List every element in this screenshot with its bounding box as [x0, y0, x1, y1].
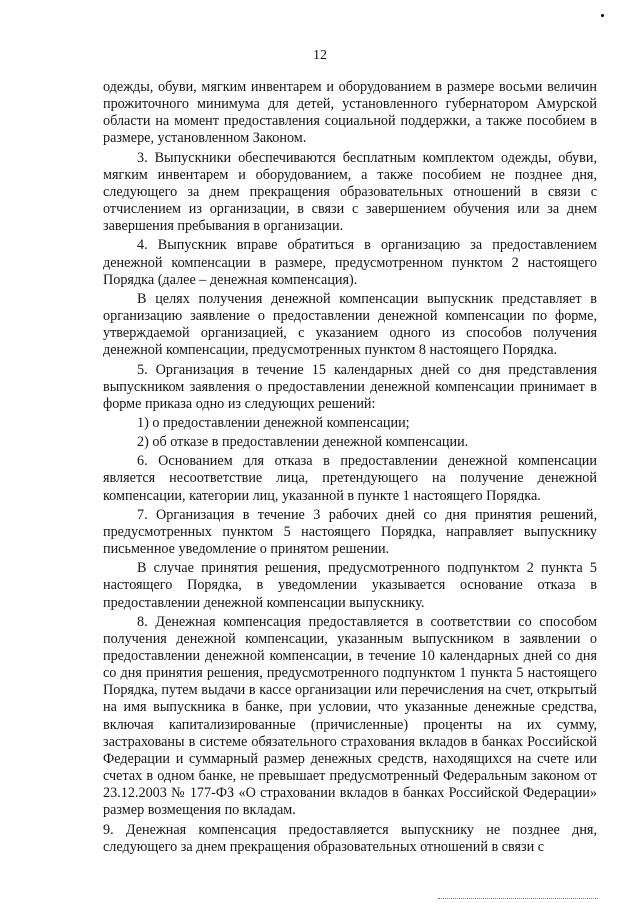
paragraph: В случае принятия решения, предусмотренного подпунктом 2 пункта 5 настоящего Порядка, в уведомлении указывается основание отказа в предоставлении денежной компенсации выпускнику. — [103, 560, 597, 611]
scan-speck — [601, 14, 604, 17]
paragraph: 6. Основанием для отказа в предоставлении денежной компенсации является несоответствие лица, претендующего на получение денежной компенсации, категории лиц, указанной в пункте 1 настоящего Порядка. — [103, 453, 597, 504]
paragraph: 4. Выпускник вправе обратиться в организацию за предоставлением денежной компенсации в размере, предусмотренном пунктом 2 настоящего Порядка (далее – денежная компенсация). — [103, 237, 597, 288]
paragraph: одежды, обуви, мягким инвентарем и оборудованием в размере восьми величин прожиточного минимума для детей, установленного губернатором Амурской области на момент предоставления социальной поддержки, а также пособием в размере, установленном Законом. — [103, 79, 597, 147]
paragraph: 9. Денежная компенсация предоставляется выпускнику не позднее дня, следующего за днем прекращения образовательных отношений в связи с — [103, 821, 597, 855]
paragraph: 3. Выпускники обеспечиваются бесплатным комплектом одежды, обуви, мягким инвентарем и оборудованием, а также пособием не позднее дня, следующего за днем прекращения образовательных отношений в связи с отчислением из организации, в связи с завершением обучения или за днем завершения пребывания в организации. — [103, 149, 597, 235]
page-number: 12 — [313, 48, 327, 63]
footer-scan-line — [438, 898, 598, 899]
paragraph: В целях получения денежной компенсации выпускник представляет в организацию заявление о предоставлении денежной компенсации по форме, утверждаемой организацией, с указанием одного из способов получения денежной компенсации, предусмотренных пунктом 8 настоящего Порядка. — [103, 290, 597, 359]
paragraph: 7. Организация в течение 3 рабочих дней со дня принятия решений, предусмотренных пунктом 5 настоящего Порядка, направляет выпускнику письменное уведомление о принятом решении. — [103, 506, 597, 558]
paragraph: 8. Денежная компенсация предоставляется в соответствии со способом получения денежной компенсации, указанным выпускником в заявлении о предоставлении денежной компенсации, в течение 10 календарных дней со дня со дня принятия решения, предусмотренного подпунктом 1 пункта 5 настоящего Порядка, путем выдачи в кассе организации или перечисления на счет, открытый на имя выпускника в банке, при условии, что указанные денежные средства, включая капитализированные (причисленные) проценты на их сумму, застрахованы в системе обязательного страхования вкладов в банках Российской Федерации и суммарный размер денежных средств, находящихся на счете или счетах в одном банке, не превышает предусмотренный Федеральным законом от 23.12.2003 № 177-ФЗ «О страховании вкладов в банках Российской Федерации» размер возмещения по вкладам. — [103, 613, 597, 819]
document-body — [103, 79, 597, 856]
list-item: 1) о предоставлении денежной компенсации; — [137, 414, 410, 431]
paragraph: 5. Организация в течение 15 календарных дней со дня представления выпускником заявления о предоставлении денежной компенсации принимает в форме приказа одно из следующих решений: — [103, 361, 597, 412]
list-item: 2) об отказе в предоставлении денежной компенсации. — [137, 434, 469, 451]
